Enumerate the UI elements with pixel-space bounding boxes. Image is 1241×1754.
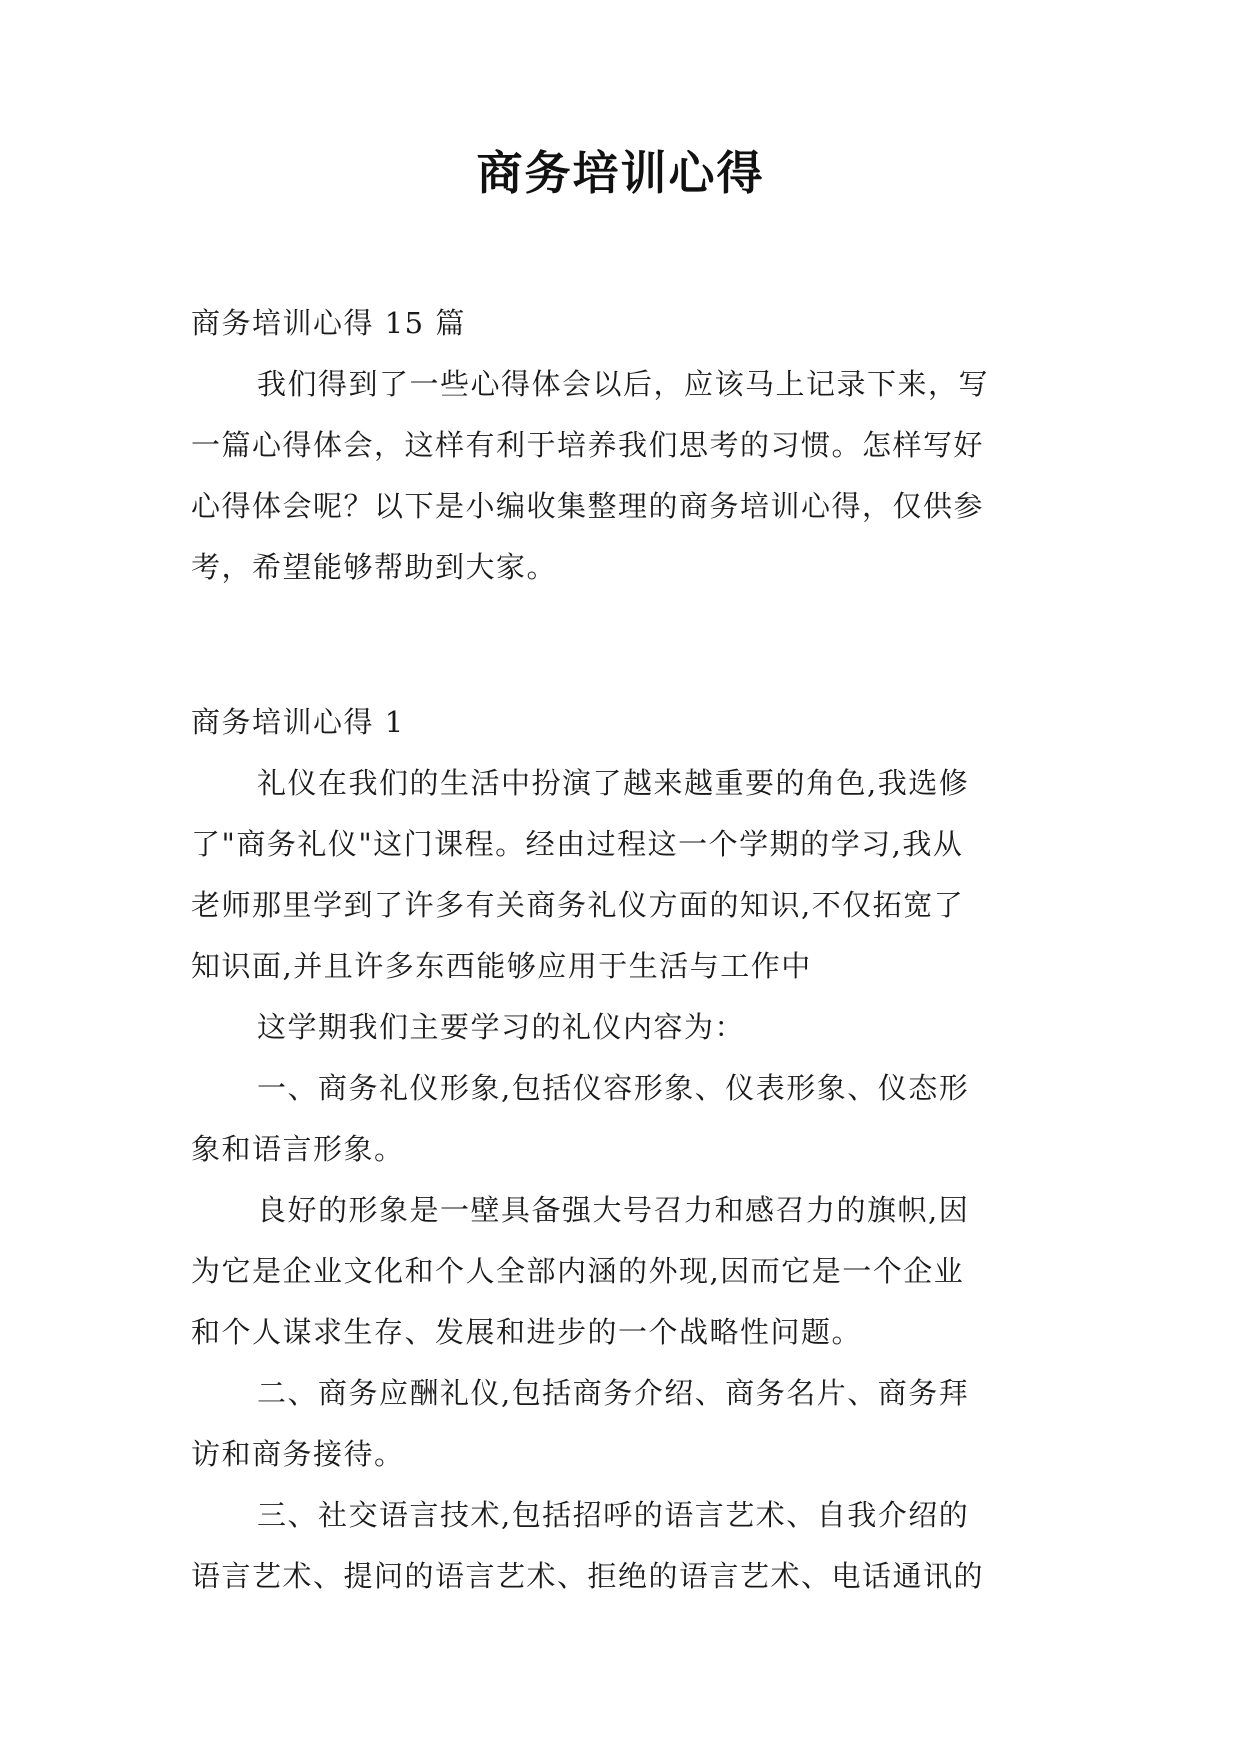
section-heading-1: 商务培训心得 1 <box>191 705 405 739</box>
body-line: 这学期我们主要学习的礼仪内容为： <box>257 1010 746 1044</box>
body-line: 为它是企业文化和个人全部内涵的外现,因而它是一个企业 <box>191 1254 965 1288</box>
body-line: 访和商务接待。 <box>191 1437 405 1471</box>
body-line: 语言艺术、提问的语言艺术、拒绝的语言艺术、电话通讯的 <box>191 1559 985 1593</box>
body-line: 良好的形象是一壁具备强大号召力和感召力的旗帜,因 <box>257 1193 970 1227</box>
body-line: 了"商务礼仪"这门课程。经由过程这一个学期的学习,我从 <box>191 827 964 861</box>
document-body <box>191 293 1052 1607</box>
intro-line-3: 心得体会呢？以下是小编收集整理的商务培训心得，仅供参 <box>191 489 985 523</box>
intro-line-1: 我们得到了一些心得体会以后，应该马上记录下来，写 <box>257 367 990 401</box>
body-line: 老师那里学到了许多有关商务礼仪方面的知识,不仅拓宽了 <box>191 888 965 922</box>
body-line: 知识面,并且许多东西能够应用于生活与工作中 <box>191 949 812 983</box>
body-line: 一、商务礼仪形象,包括仪容形象、仪表形象、仪态形 <box>257 1071 970 1105</box>
body-line: 象和语言形象。 <box>191 1132 405 1166</box>
intro-line-2: 一篇心得体会，这样有利于培养我们思考的习惯。怎样写好 <box>191 428 985 462</box>
body-line: 和个人谋求生存、发展和进步的一个战略性问题。 <box>191 1315 863 1349</box>
section-gap <box>191 598 1052 692</box>
body-line: 三、社交语言技术,包括招呼的语言艺术、自我介绍的 <box>257 1498 970 1532</box>
body-line: 二、商务应酬礼仪,包括商务介绍、商务名片、商务拜 <box>257 1376 970 1410</box>
intro-line-4: 考，希望能够帮助到大家。 <box>191 550 558 584</box>
collection-heading: 商务培训心得 15 篇 <box>191 306 466 340</box>
body-line: 礼仪在我们的生活中扮演了越来越重要的角色,我选修 <box>257 766 970 800</box>
document-title: 商务培训心得 <box>476 146 765 200</box>
